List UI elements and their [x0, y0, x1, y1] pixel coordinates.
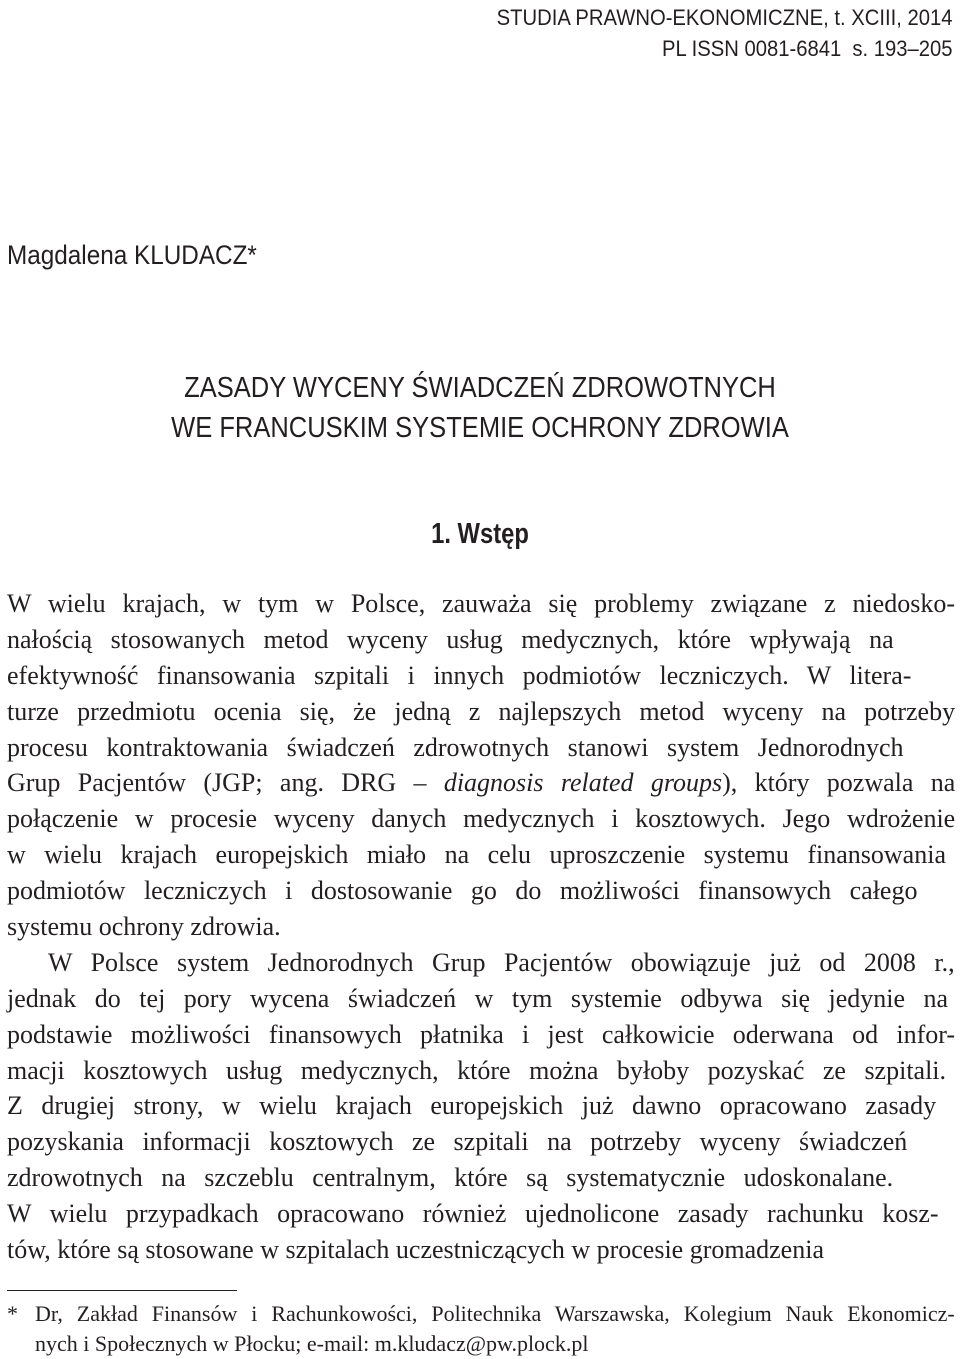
- text-line: efektywność finansowania szpitali i innych podmiotów leczniczych. W litera-: [7, 660, 912, 690]
- page-range: s. 193–205: [851, 36, 952, 61]
- body-text: [7, 586, 955, 1268]
- text-line: podstawie możliwości finansowych płatnika i jest całkowicie oderwana od infor-: [7, 1019, 956, 1049]
- footnote-mark: *: [7, 1301, 18, 1326]
- text-line: Z drugiej strony, w wielu krajach europejskich już dawno opracowano zasady: [7, 1091, 937, 1121]
- footnote: [7, 1299, 955, 1359]
- text-line: macji kosztowych usług medycznych, które można byłoby pozyskać ze szpitali.: [7, 1055, 947, 1085]
- article-title-line-2: WE FRANCUSKIM SYSTEMIE OCHRONY ZDROWIA: [171, 412, 789, 444]
- text-line: [7, 765, 955, 801]
- footnote-line-2: nych i Społecznych w Płocku; e-mail: m.kludacz@pw.plock.pl: [35, 1331, 589, 1356]
- text-line: W wielu krajach, w tym w Polsce, zauważa się problemy związane z niedosko-: [7, 589, 956, 618]
- article-title-line-1: ZASADY WYCENY ŚWIADCZEŃ ZDROWOTNYCH: [184, 372, 776, 404]
- footnote-line-1: Dr, Zakład Finansów i Rachunkowości, Politechnika Warszawska, Kolegium Nauk Ekonomicz-: [35, 1301, 955, 1326]
- footnote-divider: [7, 1290, 237, 1291]
- journal-header: [496, 2, 952, 64]
- text-line: połączenie w procesie wyceny danych medycznych i kosztowych. Jego wdrożenie: [7, 804, 956, 834]
- text-line: zdrowotnych na szczeblu centralnym, które są systematycznie udoskonalane.: [7, 1163, 894, 1193]
- text-line: W Polsce system Jednorodnych Grup Pacjentów obowiązuje już od 2008 r.,: [48, 947, 955, 977]
- text-line: w wielu krajach europejskich miało na celu uproszczenie systemu finansowania: [7, 840, 946, 870]
- text-line: tów, które są stosowane w szpitalach uczestniczących w procesie gromadzenia: [7, 1235, 824, 1265]
- text-segment: ), który pozwala na: [722, 768, 956, 798]
- text-line: nałością stosowanych metod wyceny usług medycznych, które wpływają na: [7, 624, 894, 654]
- text-line: W wielu przypadkach opracowano również ujednolicone zasady rachunku kosz-: [7, 1199, 939, 1229]
- journal-title: STUDIA PRAWNO-EKONOMICZNE, t. XCIII, 2014: [496, 5, 952, 30]
- text-line: jednak do tej pory wycena świadczeń w tym systemie odbywa się jedynie na: [7, 983, 949, 1013]
- text-line: podmiotów leczniczych i dostosowanie go do możliwości finansowych całego: [7, 876, 918, 906]
- author-name: Magdalena KLUDACZ*: [7, 240, 257, 270]
- text-segment: Grup Pacjentów (JGP; ang. DRG –: [7, 768, 444, 798]
- paragraph-1: [7, 586, 955, 945]
- text-line: procesu kontraktowania świadczeń zdrowotnych stanowi system Jednorodnych: [7, 732, 904, 762]
- journal-issn-line: [496, 33, 952, 64]
- italic-term: diagnosis related groups: [443, 768, 723, 798]
- article-title: [58, 368, 903, 448]
- text-line: pozyskania informacji kosztowych ze szpitali na potrzeby wyceny świadczeń: [7, 1127, 908, 1157]
- section-heading: 1. Wstęp: [431, 518, 529, 550]
- text-line: turze przedmiotu ocenia się, że jedną z najlepszych metod wyceny na potrzeby: [7, 696, 956, 726]
- paragraph-2: [7, 945, 955, 1268]
- journal-issn: PL ISSN 0081-6841: [661, 36, 841, 61]
- text-line: systemu ochrony zdrowia.: [7, 912, 281, 942]
